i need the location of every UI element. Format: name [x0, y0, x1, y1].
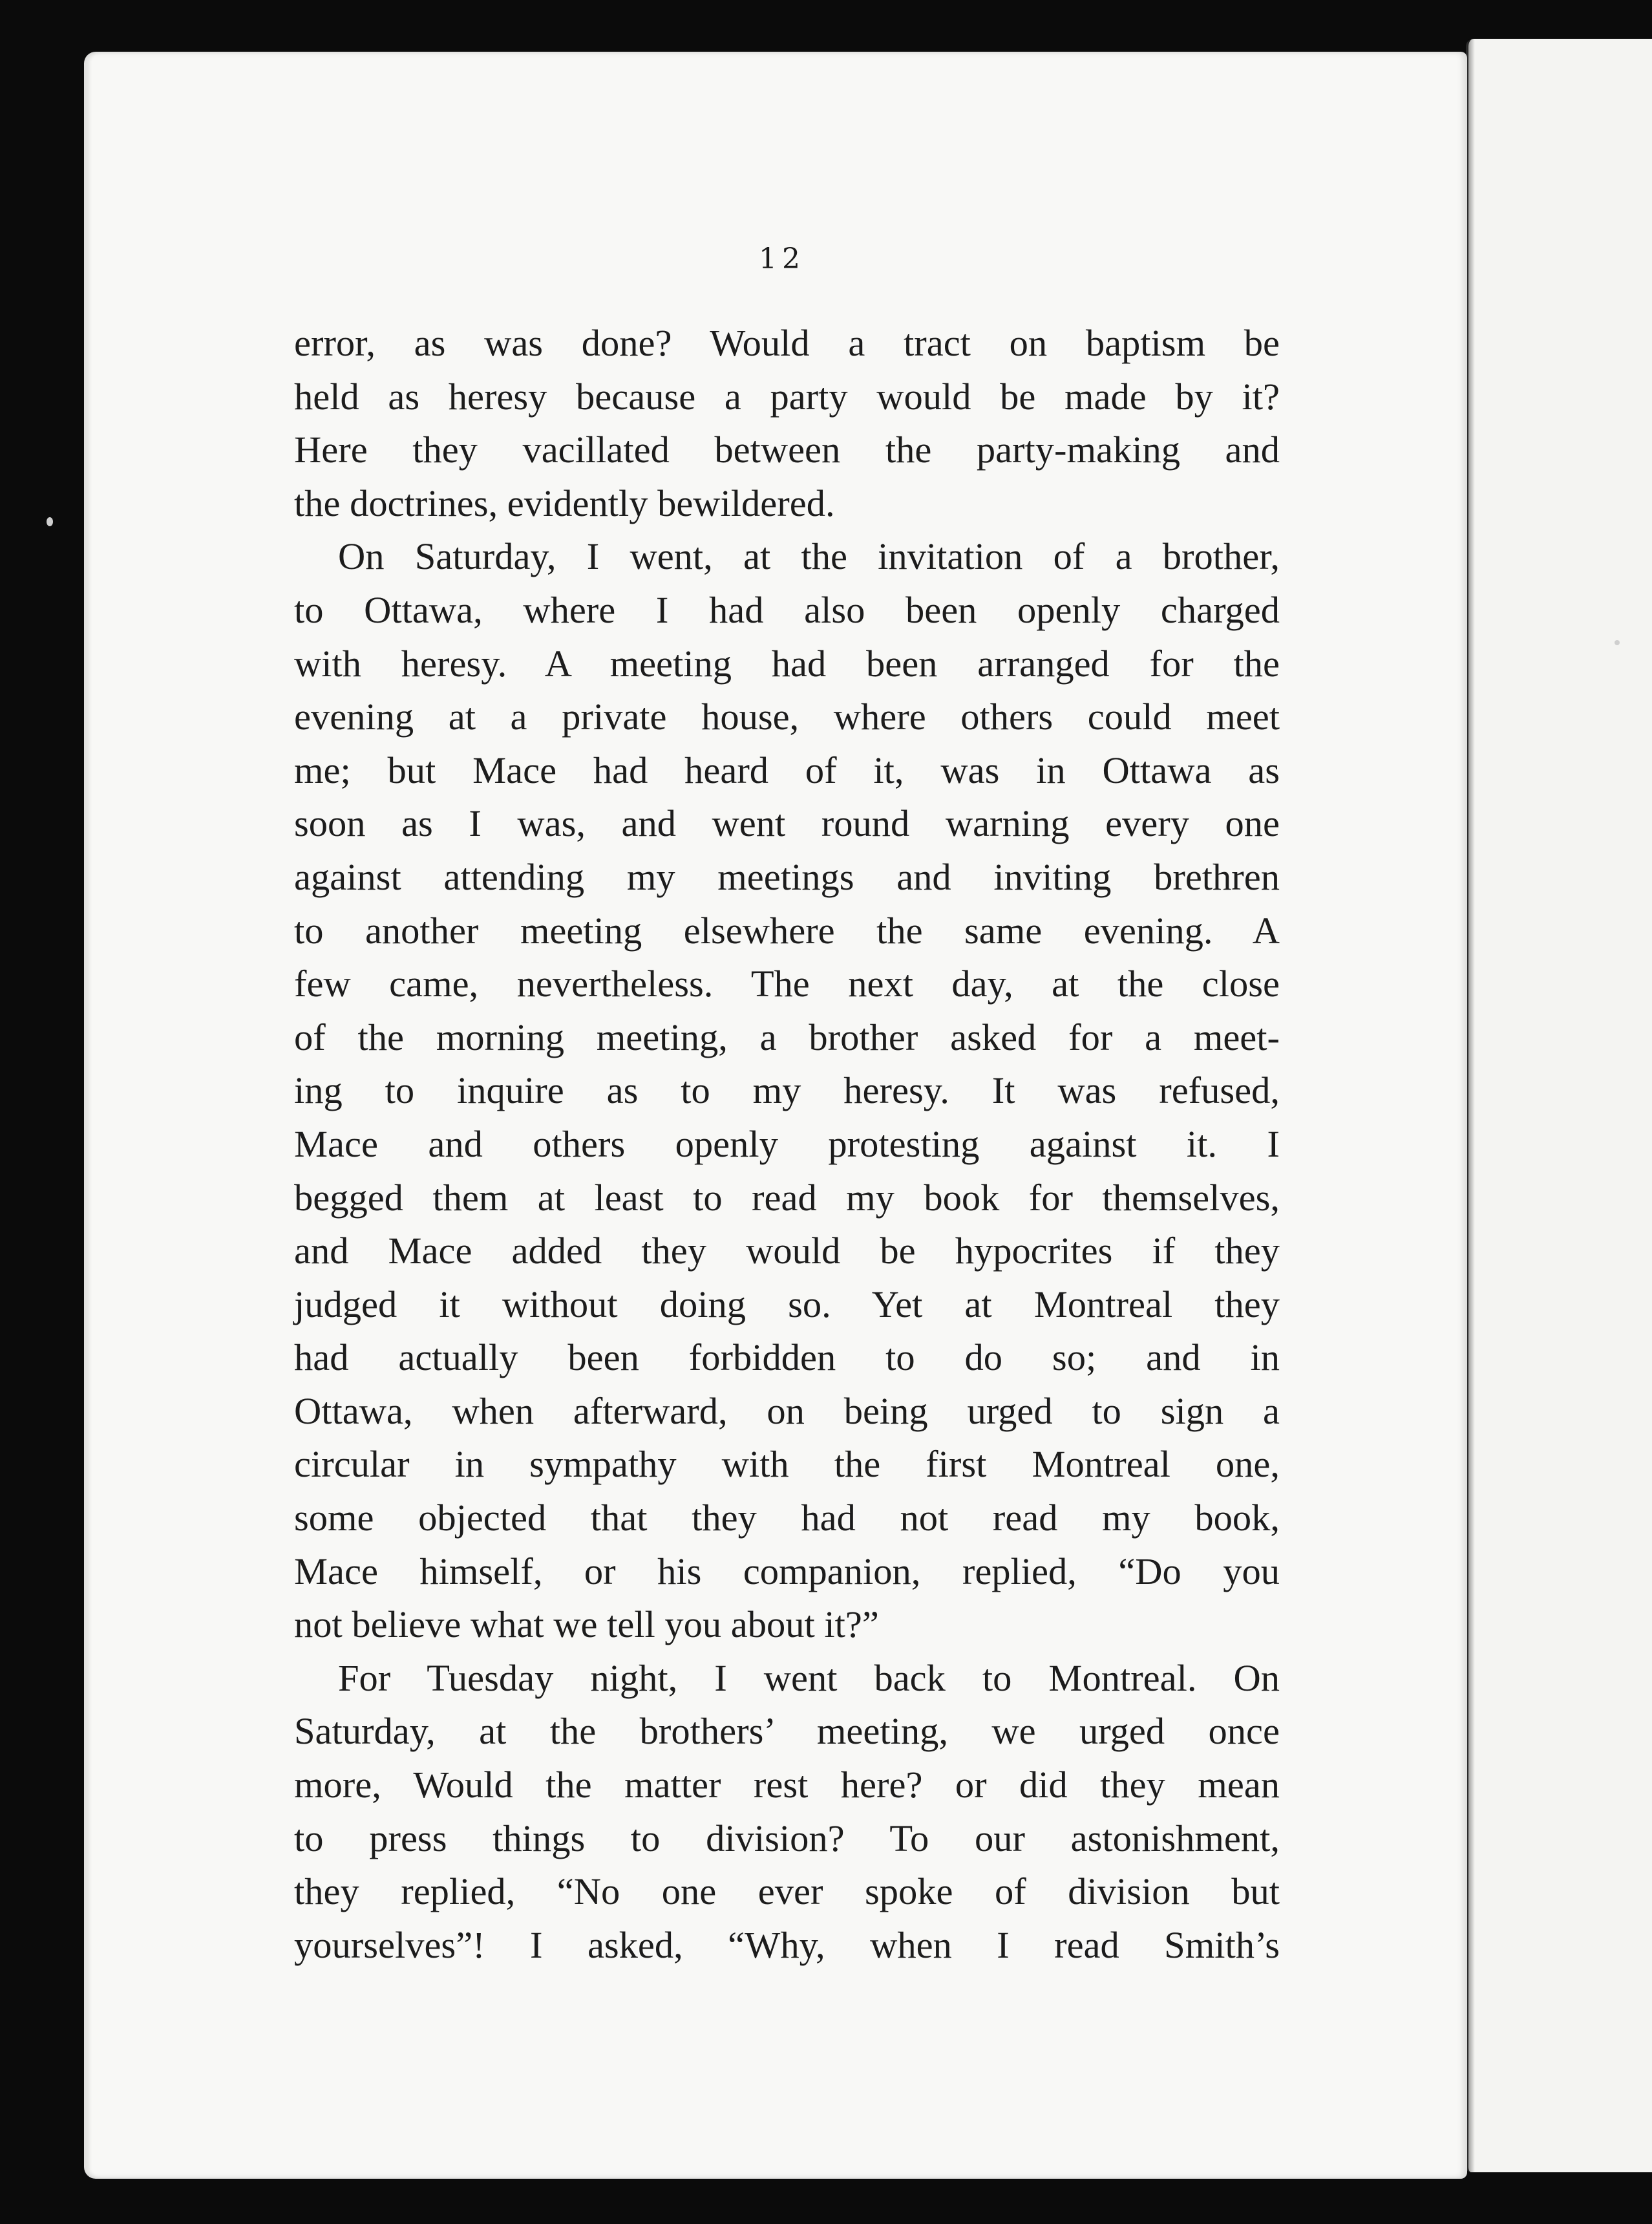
- text-line: they replied, “No one ever spoke of division but: [294, 1870, 1280, 1913]
- text-line: begged them at least to read my book for themselves,: [294, 1176, 1280, 1219]
- text-line: soon as I was, and went round warning every one: [294, 802, 1280, 845]
- paragraph: [294, 1652, 1280, 1973]
- text-line: Ottawa, when afterward, on being urged to sign a: [294, 1389, 1280, 1432]
- text-line: to another meeting elsewhere the same evening. A: [294, 909, 1280, 952]
- body-text: [294, 317, 1280, 1972]
- text-line: circular in sympathy with the first Montreal one,: [294, 1443, 1280, 1486]
- text-line: Saturday, at the brothers’ meeting, we urged once: [294, 1710, 1280, 1753]
- text-line: held as heresy because a party would be made by it?: [294, 375, 1280, 418]
- text-line: against attending my meetings and inviting brethren: [294, 855, 1280, 898]
- text-line: more, Would the matter rest here? or did they mean: [294, 1764, 1280, 1806]
- text-line: with heresy. A meeting had been arranged for the: [294, 642, 1280, 685]
- text-line: For Tuesday night, I went back to Montreal. On: [338, 1656, 1280, 1699]
- page-number: 12: [759, 242, 805, 275]
- text-line: error, as was done? Would a tract on baptism be: [294, 322, 1280, 364]
- scan-speck: [47, 517, 53, 526]
- facing-page-edge: [1466, 39, 1652, 2172]
- text-line: and Mace added they would be hypocrites if they: [294, 1230, 1280, 1272]
- text-line: Mace himself, or his companion, replied, “Do you: [294, 1550, 1280, 1592]
- paragraph: [294, 317, 1280, 530]
- text-line: to Ottawa, where I had also been openly charged: [294, 588, 1280, 631]
- text-line: few came, nevertheless. The next day, at the close: [294, 963, 1280, 1005]
- text-line: me; but Mace had heard of it, was in Ottawa as: [294, 749, 1280, 791]
- text-line: had actually been forbidden to do so; and in: [294, 1336, 1280, 1379]
- text-line: some objected that they had not read my book,: [294, 1497, 1280, 1539]
- text-line: to press things to division? To our astonishment,: [294, 1817, 1280, 1859]
- text-line: Mace and others openly protesting against it. I: [294, 1122, 1280, 1165]
- text-line: not believe what we tell you about it?”: [294, 1603, 879, 1646]
- text-line: the doctrines, evidently bewildered.: [294, 482, 835, 524]
- paragraph: [294, 530, 1280, 1651]
- text-line: evening at a private house, where others could meet: [294, 696, 1280, 738]
- text-line: of the morning meeting, a brother asked for a meet-: [294, 1016, 1280, 1058]
- text-line: Here they vacillated between the party-making and: [294, 429, 1280, 471]
- scan-speck: [1615, 640, 1620, 645]
- text-line: ing to inquire as to my heresy. It was refused,: [294, 1069, 1280, 1112]
- text-line: judged it without doing so. Yet at Montreal they: [294, 1283, 1280, 1325]
- text-line: yourselves”! I asked, “Why, when I read Smith’s: [294, 1923, 1280, 1966]
- text-line: On Saturday, I went, at the invitation of a brother,: [338, 535, 1280, 578]
